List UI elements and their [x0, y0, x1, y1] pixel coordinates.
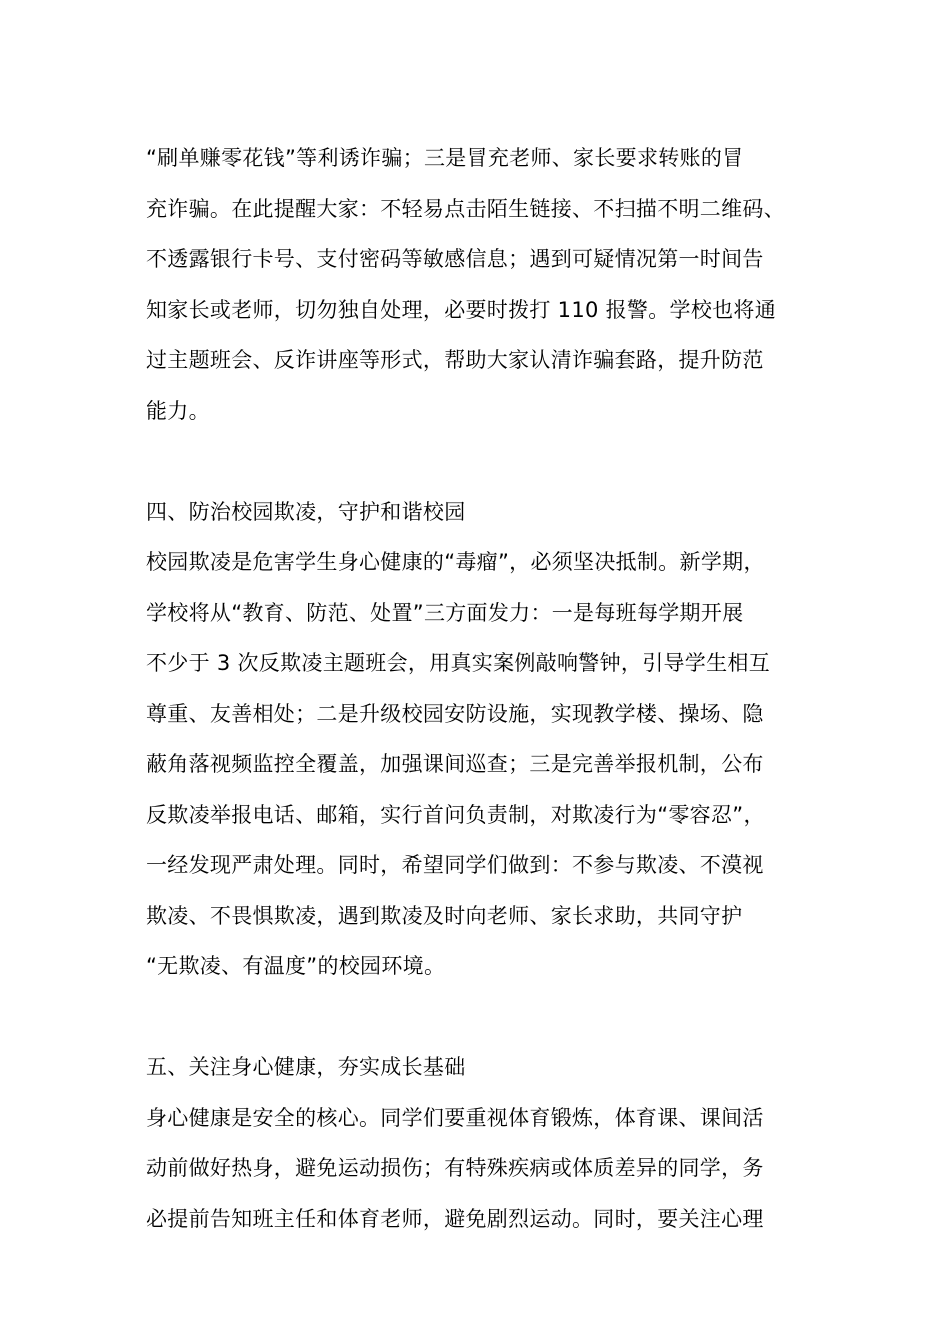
text-line: 尊重、友善相处；二是升级校园安防设施，实现教学楼、操场、隐	[146, 701, 764, 726]
text-line: “无欺凌、有温度”的校园环境。	[146, 954, 446, 978]
text-line: 欺凌、不畏惧欺凌，遇到欺凌及时向老师、家长求助，共同守护	[146, 903, 743, 928]
text-line: 过主题班会、反诈讲座等形式，帮助大家认清诈骗套路，提升防范	[146, 348, 764, 372]
text-line: 反欺凌举报电话、邮箱，实行首问负责制，对欺凌行为“零容忍”，	[146, 802, 765, 827]
section-heading: 五、关注身心健康，夯实成长基础	[146, 1055, 466, 1079]
text-line: 必提前告知班主任和体育老师，避免剧烈运动。同时，要关注心理	[146, 1206, 764, 1231]
text-line: 学校将从“教育、防范、处置”三方面发力：一是每班每学期开展	[146, 600, 744, 625]
text-line: 不透露银行卡号、支付密码等敏感信息；遇到可疑情况第一时间告	[146, 247, 764, 271]
section-heading: 四、防治校园欺凌，守护和谐校园	[146, 499, 466, 524]
document-body	[146, 133, 810, 1244]
text-line: 身心健康是安全的核心。同学们要重视体育锻炼，体育课、课间活	[146, 1105, 764, 1130]
paragraph-spacer	[146, 436, 810, 487]
section-three-tail	[146, 133, 810, 436]
text-line: 不少于 3 次反欺凌主题班会，用真实案例敲响警钟，引导学生相互	[146, 651, 771, 675]
section-five	[146, 1042, 810, 1244]
text-line: “刷单赚零花钱”等利诱诈骗；三是冒充老师、家长要求转账的冒	[146, 146, 744, 170]
text-line: 一经发现严肃处理。同时，希望同学们做到：不参与欺凌、不漠视	[146, 853, 764, 877]
paragraph-spacer	[146, 992, 810, 1043]
section-four	[146, 487, 810, 992]
text-line: 知家长或老师，切勿独自处理，必要时拨打 110 报警。学校也将通	[146, 297, 777, 322]
text-line: 能力。	[146, 398, 210, 423]
text-line: 蔽角落视频监控全覆盖，加强课间巡查；三是完善举报机制，公布	[146, 752, 764, 776]
text-line: 动前做好热身，避免运动损伤；有特殊疾病或体质差异的同学，务	[146, 1156, 764, 1180]
text-line: 校园欺凌是危害学生身心健康的“毒瘤”，必须坚决抵制。新学期，	[146, 550, 765, 574]
text-line: 充诈骗。在此提醒大家：不轻易点击陌生链接、不扫描不明二维码、	[146, 196, 785, 221]
